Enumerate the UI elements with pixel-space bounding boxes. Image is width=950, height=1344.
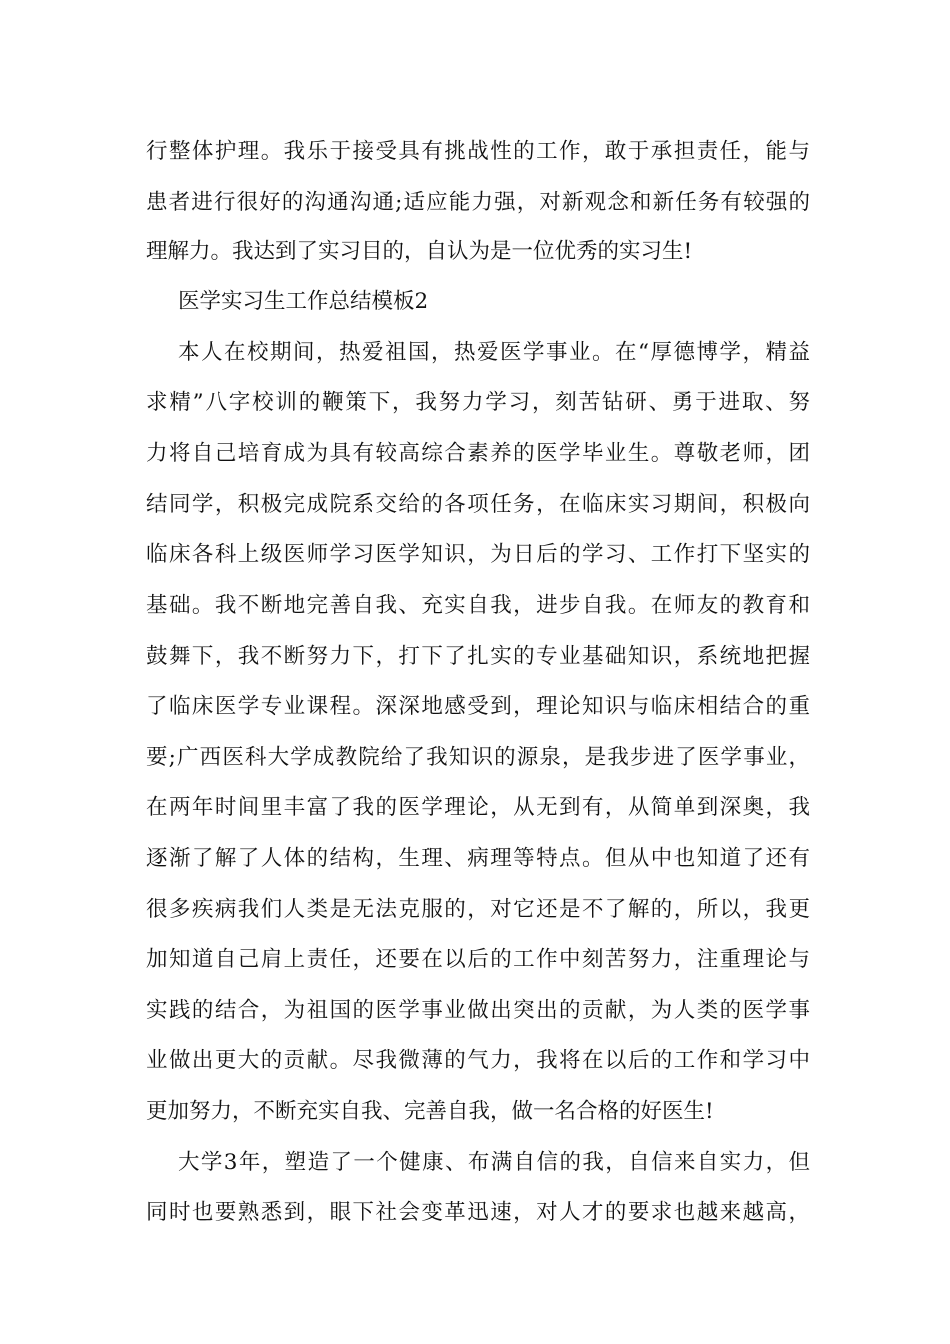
text-line: 更加努力，不断充实自我、完善自我，做一名合格的好医生! — [146, 1099, 714, 1124]
text-line: 要;广西医科大学成教院给了我知识的源泉，是我步进了医学事业， — [146, 745, 810, 770]
text-line: 业做出更大的贡献。尽我微薄的气力，我将在以后的工作和学习中 — [146, 1048, 810, 1073]
section-heading: 医学实习生工作总结模板2 — [178, 289, 429, 314]
text-line: 大学3年，塑造了一个健康、布满自信的我，自信来自实力，但 — [178, 1150, 810, 1175]
text-line: 基础。我不断地完善自我、充实自我，进步自我。在师友的教育和 — [146, 593, 810, 618]
text-line: 很多疾病我们人类是无法克服的，对它还是不了解的，所以，我更 — [146, 897, 810, 922]
text-line: 患者进行很好的沟通沟通;适应能力强，对新观念和新任务有较强的 — [146, 190, 810, 215]
text-line: 力将自己培育成为具有较高综合素养的医学毕业生。尊敬老师，团 — [146, 441, 810, 466]
text-line: 行整体护理。我乐于接受具有挑战性的工作，敢于承担责任，能与 — [146, 139, 810, 164]
text-line: 同时也要熟悉到，眼下社会变革迅速，对人才的要求也越来越高， — [146, 1200, 810, 1225]
text-line: 逐渐了解了人体的结构，生理、病理等特点。但从中也知道了还有 — [146, 846, 810, 871]
text-line: 了临床医学专业课程。深深地感受到，理论知识与临床相结合的重 — [146, 694, 810, 719]
text-line: 加知道自己肩上责任，还要在以后的工作中刻苦努力，注重理论与 — [146, 947, 810, 972]
text-line: 本人在校期间，热爱祖国，热爱医学事业。在“厚德博学，精益 — [178, 340, 810, 365]
text-line: 鼓舞下，我不断努力下，打下了扎实的专业基础知识，系统地把握 — [146, 644, 810, 669]
text-line: 在两年时间里丰富了我的医学理论，从无到有，从简单到深奥，我 — [146, 795, 810, 820]
text-line: 临床各科上级医师学习医学知识，为日后的学习、工作打下坚实的 — [146, 542, 810, 567]
text-line: 求精”八字校训的鞭策下，我努力学习，刻苦钻研、勇于进取、努 — [146, 390, 810, 415]
text-line: 理解力。我达到了实习目的，自认为是一位优秀的实习生! — [146, 239, 693, 264]
text-line: 结同学，积极完成院系交给的各项任务，在临床实习期间，积极向 — [146, 492, 810, 517]
text-line: 实践的结合，为祖国的医学事业做出突出的贡献，为人类的医学事 — [146, 998, 810, 1023]
